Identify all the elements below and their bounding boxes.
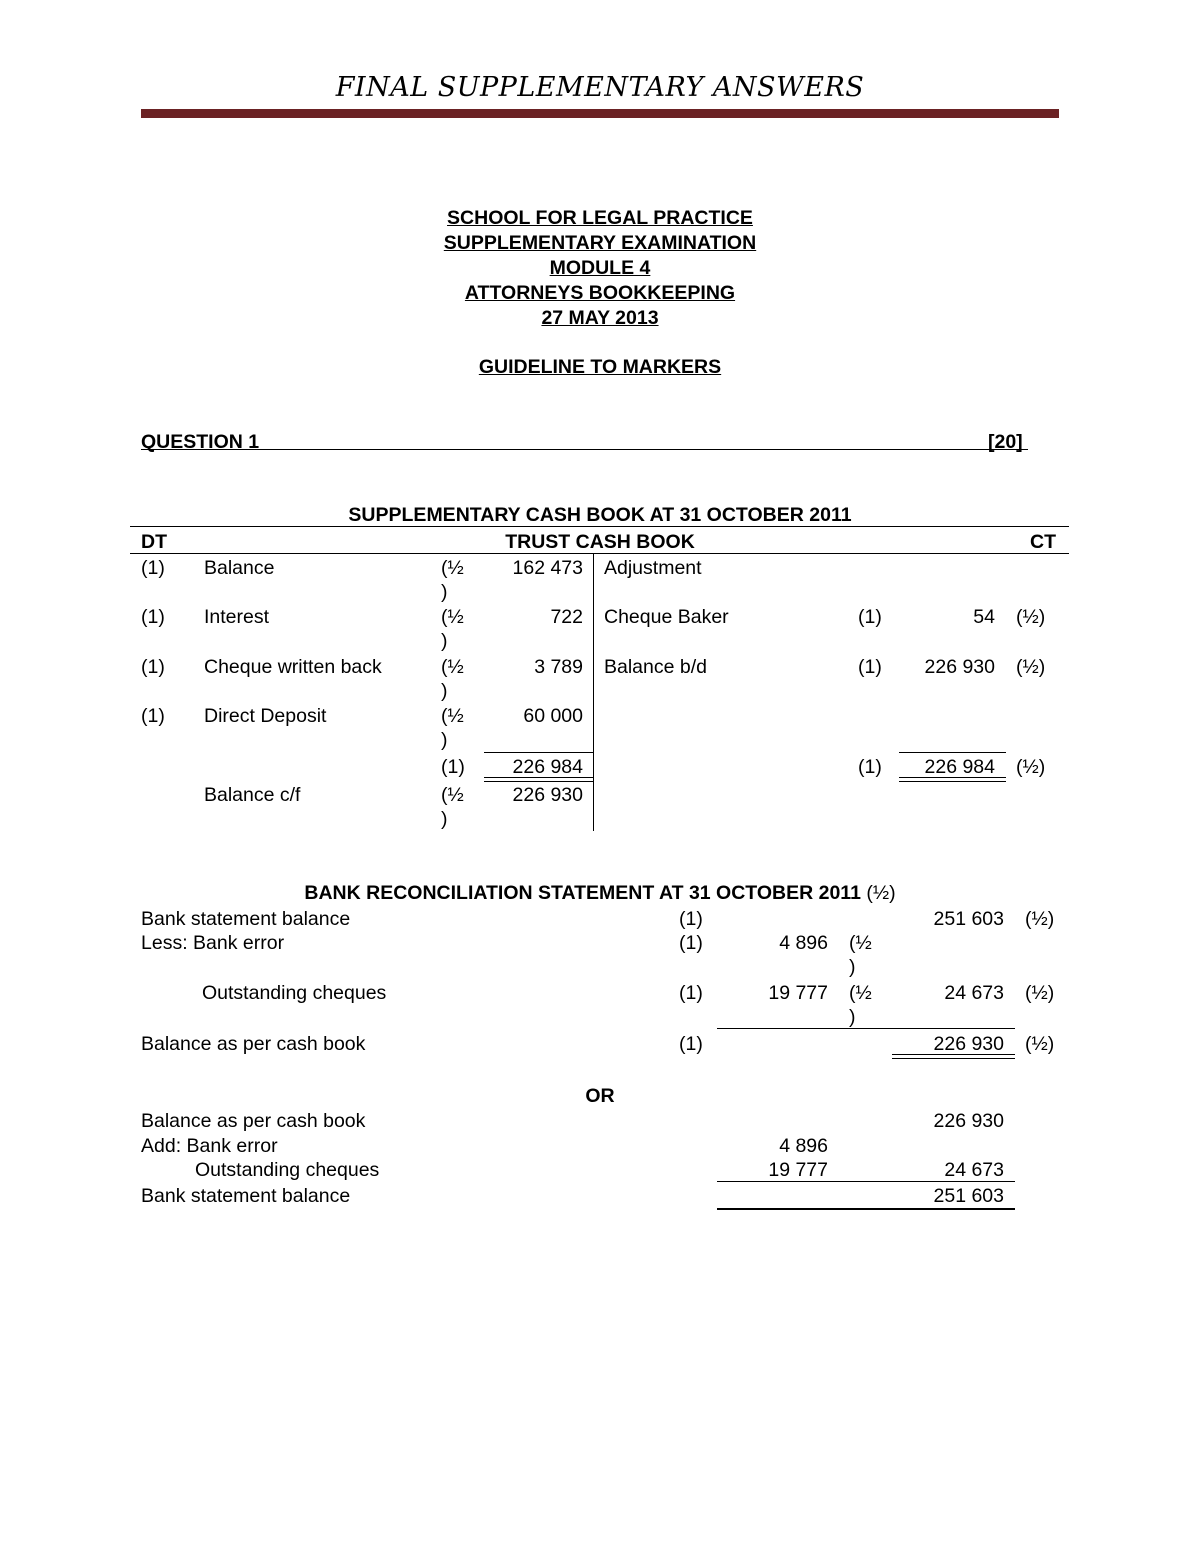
row-mark: (1) <box>679 908 703 930</box>
row-amount: 54 <box>973 606 995 628</box>
guideline-title: GUIDELINE TO MARKERS <box>478 356 722 378</box>
row-mark: (1) <box>858 606 882 628</box>
balance-cf-amount: 226 930 <box>512 784 583 806</box>
row-mark: (1) <box>141 705 165 727</box>
cash-book-title: SUPPLEMENTARY CASH BOOK AT 31 OCTOBER 2011 <box>348 504 852 526</box>
subject-title: ATTORNEYS BOOKKEEPING <box>464 282 736 304</box>
question-marks: [20] <box>988 431 1023 453</box>
row-half-mark: (½ <box>441 656 464 678</box>
row-mark: (1) <box>141 606 165 628</box>
cash-book-header-rule <box>130 553 1069 554</box>
bank-rec-title: BANK RECONCILIATION STATEMENT AT 31 OCTOBER 2011 <box>304 882 861 904</box>
row-amount: 19 777 <box>768 982 828 1004</box>
row-amount: 722 <box>550 606 583 628</box>
row-label: Less: Bank error <box>141 932 285 954</box>
exam-date: 27 MAY 2013 <box>541 307 659 329</box>
row-description: Cheque Baker <box>604 606 729 628</box>
row-amount-total: 24 673 <box>944 982 1004 1004</box>
row-half-mark-close: ) <box>441 630 448 652</box>
question-label: QUESTION 1 <box>141 431 260 453</box>
row-half-mark: (½) <box>1025 908 1055 930</box>
row-label: Bank statement balance <box>141 908 351 930</box>
credit-total-amount: 226 984 <box>924 756 995 778</box>
row-description: Adjustment <box>604 557 702 579</box>
exam-title: SUPPLEMENTARY EXAMINATION <box>443 232 757 254</box>
credit-total-double-rule <box>899 777 1006 782</box>
row-mark: (1) <box>141 557 165 579</box>
row-mark: (1) <box>679 982 703 1004</box>
balance-cf-half-mark-close: ) <box>441 808 448 830</box>
debit-label: DT <box>141 531 167 553</box>
school-title: SCHOOL FOR LEGAL PRACTICE <box>447 207 753 229</box>
row-half-mark-close: ) <box>849 956 856 978</box>
balance-cf-half-mark: (½ <box>441 784 464 806</box>
row-half-mark: (½ <box>849 932 872 954</box>
bank-rec-heading <box>0 882 1200 905</box>
or-separator: OR <box>585 1085 615 1107</box>
row-description: Balance b/d <box>604 656 707 678</box>
debit-total-double-rule <box>484 777 593 782</box>
row-label: Outstanding cheques <box>202 982 387 1004</box>
row-label: Outstanding cheques <box>195 1159 380 1181</box>
row-half-mark-close: ) <box>441 581 448 603</box>
row-half-mark: (½ <box>441 606 464 628</box>
balance-cf-label: Balance c/f <box>204 784 301 806</box>
module-title: MODULE 4 <box>549 257 651 279</box>
header-divider <box>141 109 1059 118</box>
cash-book-top-rule <box>130 526 1069 527</box>
row-half-mark: (½) <box>1016 606 1046 628</box>
debit-subtotal-rule <box>484 752 593 753</box>
row-half-mark: (½ <box>441 557 464 579</box>
row-amount: 4 896 <box>779 1135 828 1157</box>
row-half-mark-close: ) <box>441 729 448 751</box>
row-half-mark-total: (½) <box>1025 982 1055 1004</box>
row-amount: 162 473 <box>512 557 583 579</box>
row-label: Balance as per cash book <box>141 1033 366 1055</box>
row-description: Balance <box>204 557 275 579</box>
row-half-mark-close: ) <box>849 1006 856 1028</box>
row-amount-total: 226 930 <box>933 1033 1004 1055</box>
row-amount-total: 24 673 <box>944 1159 1004 1181</box>
row-label: Add: Bank error <box>141 1135 278 1157</box>
bank-rec-total-double-rule <box>892 1054 1015 1059</box>
row-half-mark: (½) <box>1025 1033 1055 1055</box>
row-half-mark: (½) <box>1016 656 1046 678</box>
cash-book-center-rule <box>593 553 594 831</box>
row-half-mark-close: ) <box>441 680 448 702</box>
row-description: Interest <box>204 606 270 628</box>
credit-total-mark: (1) <box>858 756 882 778</box>
bank-rec-title-half-mark: (½) <box>866 882 896 904</box>
question-underline <box>141 449 1028 450</box>
document-header-title: FINAL SUPPLEMENTARY ANSWERS <box>335 72 865 103</box>
row-mark: (1) <box>679 1033 703 1055</box>
row-amount-total: 251 603 <box>933 1185 1004 1207</box>
row-description: Cheque written back <box>204 656 382 678</box>
row-amount: 3 789 <box>534 656 583 678</box>
row-amount: 19 777 <box>768 1159 828 1181</box>
row-mark: (1) <box>858 656 882 678</box>
row-description: Direct Deposit <box>204 705 327 727</box>
row-amount-total: 251 603 <box>933 908 1004 930</box>
row-amount: 60 000 <box>523 705 583 727</box>
row-half-mark: (½ <box>849 982 872 1004</box>
credit-subtotal-rule <box>899 752 1006 753</box>
alt-rec-total-rule <box>717 1208 1015 1210</box>
credit-total-half-mark: (½) <box>1016 756 1046 778</box>
row-label: Balance as per cash book <box>141 1110 366 1132</box>
debit-total-amount: 226 984 <box>512 756 583 778</box>
bank-rec-subtotal-rule <box>717 1028 1015 1029</box>
trust-cash-book-heading: TRUST CASH BOOK <box>505 531 695 553</box>
row-mark: (1) <box>141 656 165 678</box>
row-label: Bank statement balance <box>141 1185 351 1207</box>
row-half-mark: (½ <box>441 705 464 727</box>
row-amount-total: 226 930 <box>933 1110 1004 1132</box>
credit-label: CT <box>1030 531 1056 553</box>
alt-rec-subtotal-rule <box>717 1181 1015 1182</box>
row-mark: (1) <box>679 932 703 954</box>
row-amount: 226 930 <box>924 656 995 678</box>
row-amount: 4 896 <box>779 932 828 954</box>
debit-total-mark: (1) <box>441 756 465 778</box>
